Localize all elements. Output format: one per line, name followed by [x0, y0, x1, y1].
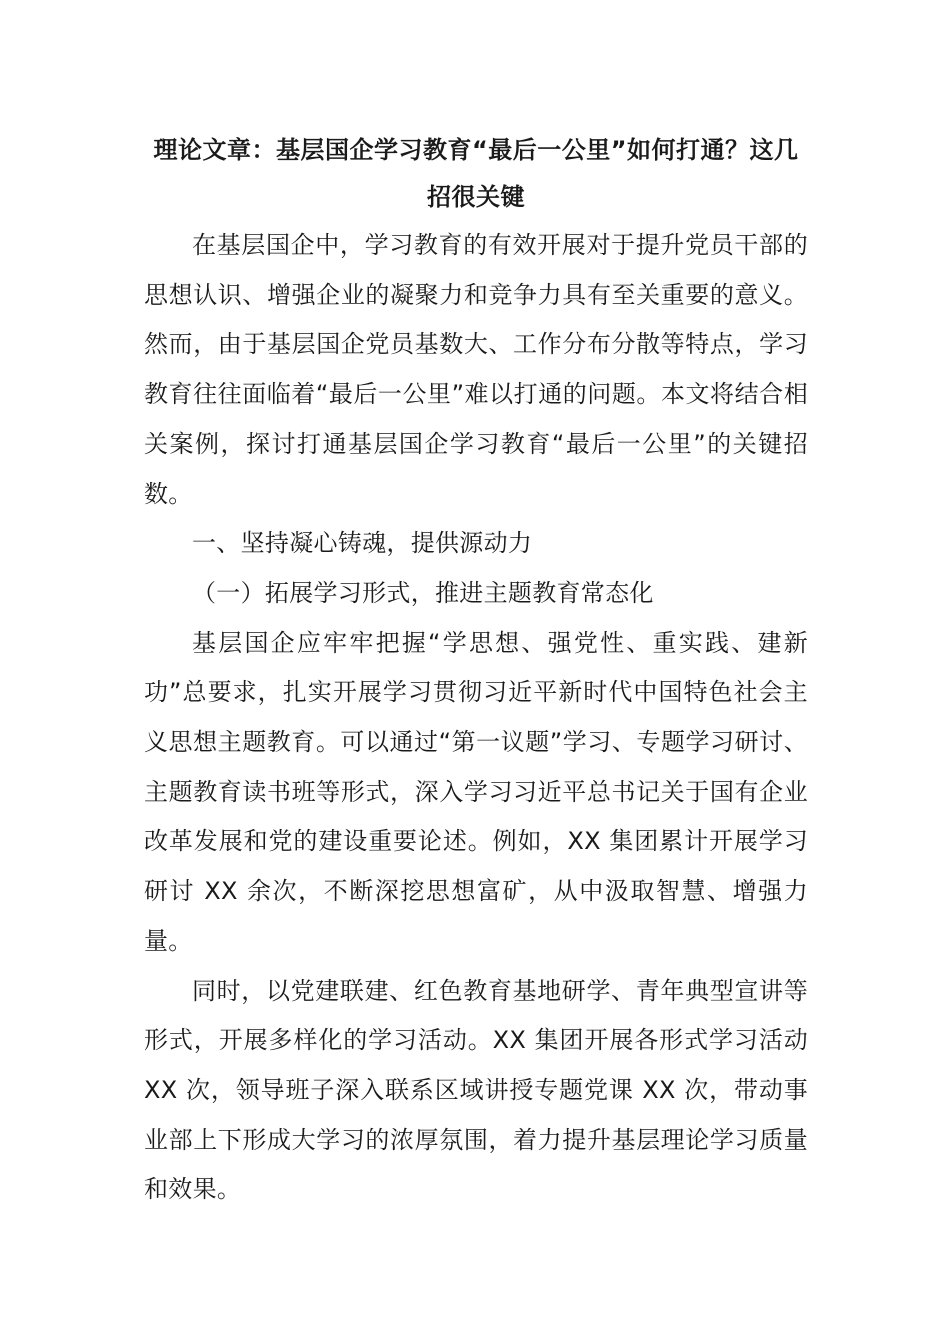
body-paragraph-1: 基层国企应牢牢把握“学思想、强党性、重实践、建新功”总要求，扎实开展学习贯彻习近平新时代中国特色社会主义思想主题教育。可以通过“第一议题”学习、专题学习研讨、主题教育读书班等形式，深入学习习近平总书记关于国有企业改革发展和党的建设重要论述。例如，XX 集团累计开展学习研讨 XX 余次，不断深挖思想富矿，从中汲取智慧、增强力量。 [144, 628, 808, 955]
section-heading-1: 一、坚持凝心铸魂，提供源动力 [192, 529, 533, 558]
body-paragraph-2: 同时，以党建联建、红色教育基地研学、青年典型宣讲等形式，开展多样化的学习活动。XX 集团开展各形式学习活动 XX 次，领导班子深入联系区域讲授专题党课 XX 次，带动事业部上下形成大学习的浓厚氛围，着力提升基层理论学习质量和效果。 [144, 976, 808, 1204]
intro-paragraph: 在基层国企中，学习教育的有效开展对于提升党员干部的思想认识、增强企业的凝聚力和竞争力具有至关重要的意义。然而，由于基层国企党员基数大、工作分布分散等特点，学习教育往往面临着“最后一公里”难以打通的问题。本文将结合相关案例，探讨打通基层国企学习教育“最后一公里”的关键招数。 [144, 231, 808, 508]
document-title: 理论文章：基层国企学习教育“最后一公里”如何打通？这几招很关键 [153, 136, 799, 211]
subsection-heading-1: （一）拓展学习形式，推进主题教育常态化 [192, 578, 654, 607]
document-body [144, 127, 808, 1215]
